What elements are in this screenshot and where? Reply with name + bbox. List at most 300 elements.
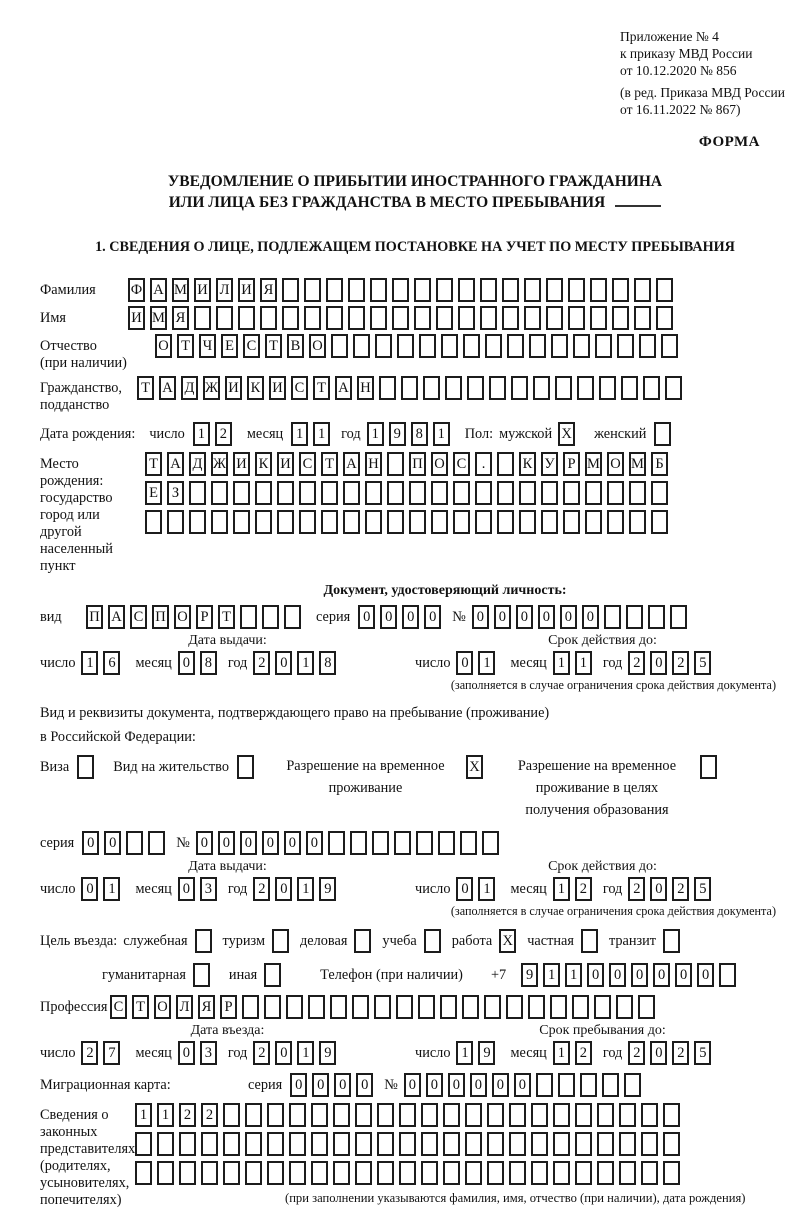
char-cell[interactable]: 3 — [200, 1041, 217, 1065]
char-cell[interactable] — [509, 1103, 526, 1127]
char-cell[interactable] — [648, 605, 665, 629]
char-cell[interactable] — [126, 831, 143, 855]
char-cell[interactable]: 9 — [319, 1041, 336, 1065]
char-cell[interactable]: 2 — [575, 877, 592, 901]
char-cell[interactable] — [392, 306, 409, 330]
char-cell[interactable] — [575, 1132, 592, 1156]
char-cell[interactable] — [223, 1161, 240, 1185]
char-cell[interactable] — [507, 334, 524, 358]
char-cell[interactable]: 5 — [694, 877, 711, 901]
char-cell[interactable] — [595, 334, 612, 358]
char-cell[interactable] — [321, 481, 338, 505]
residence-expiry-month-cells[interactable] — [553, 877, 597, 901]
char-cell[interactable]: С — [291, 376, 308, 400]
char-cell[interactable]: 8 — [319, 651, 336, 675]
char-cell[interactable] — [594, 995, 611, 1019]
char-cell[interactable] — [255, 481, 272, 505]
char-cell[interactable] — [311, 1161, 328, 1185]
char-cell[interactable]: 0 — [538, 605, 555, 629]
char-cell[interactable]: М — [172, 278, 189, 302]
char-cell[interactable] — [438, 831, 455, 855]
char-cell[interactable] — [656, 278, 673, 302]
char-cell[interactable] — [424, 929, 441, 953]
char-cell[interactable] — [289, 1132, 306, 1156]
char-cell[interactable] — [377, 1132, 394, 1156]
char-cell[interactable]: 8 — [411, 422, 428, 446]
char-cell[interactable]: 0 — [631, 963, 648, 987]
char-cell[interactable]: 8 — [200, 651, 217, 675]
char-cell[interactable]: О — [155, 334, 172, 358]
char-cell[interactable] — [409, 481, 426, 505]
char-cell[interactable] — [663, 929, 680, 953]
char-cell[interactable]: 2 — [628, 651, 645, 675]
char-cell[interactable] — [352, 995, 369, 1019]
char-cell[interactable] — [651, 481, 668, 505]
char-cell[interactable]: 2 — [628, 1041, 645, 1065]
char-cell[interactable]: 1 — [575, 651, 592, 675]
representatives-cells-row3[interactable] — [135, 1161, 745, 1185]
char-cell[interactable]: 1 — [297, 877, 314, 901]
char-cell[interactable]: О — [309, 334, 326, 358]
expiry-month-cells[interactable] — [553, 651, 597, 675]
char-cell[interactable] — [651, 510, 668, 534]
birth-year-cells[interactable] — [367, 422, 455, 446]
char-cell[interactable]: А — [150, 278, 167, 302]
char-cell[interactable]: 2 — [201, 1103, 218, 1127]
char-cell[interactable]: 1 — [565, 963, 582, 987]
char-cell[interactable]: И — [225, 376, 242, 400]
char-cell[interactable] — [242, 995, 259, 1019]
char-cell[interactable] — [401, 376, 418, 400]
char-cell[interactable]: 0 — [356, 1073, 373, 1097]
char-cell[interactable]: И — [194, 278, 211, 302]
char-cell[interactable] — [462, 995, 479, 1019]
char-cell[interactable]: О — [174, 605, 191, 629]
char-cell[interactable] — [487, 1103, 504, 1127]
char-cell[interactable] — [558, 1073, 575, 1097]
char-cell[interactable] — [350, 831, 367, 855]
char-cell[interactable] — [568, 306, 585, 330]
char-cell[interactable] — [201, 1161, 218, 1185]
char-cell[interactable]: 0 — [358, 605, 375, 629]
char-cell[interactable] — [189, 481, 206, 505]
char-cell[interactable] — [431, 481, 448, 505]
char-cell[interactable]: 9 — [319, 877, 336, 901]
char-cell[interactable] — [641, 1132, 658, 1156]
char-cell[interactable] — [355, 1161, 372, 1185]
char-cell[interactable] — [237, 755, 254, 779]
char-cell[interactable] — [509, 1161, 526, 1185]
char-cell[interactable] — [572, 995, 589, 1019]
char-cell[interactable] — [555, 376, 572, 400]
char-cell[interactable] — [661, 334, 678, 358]
char-cell[interactable]: 1 — [103, 877, 120, 901]
char-cell[interactable] — [599, 376, 616, 400]
char-cell[interactable] — [354, 929, 371, 953]
char-cell[interactable] — [529, 334, 546, 358]
char-cell[interactable]: 0 — [240, 831, 257, 855]
char-cell[interactable]: Т — [132, 995, 149, 1019]
char-cell[interactable] — [475, 510, 492, 534]
char-cell[interactable]: 2 — [215, 422, 232, 446]
char-cell[interactable] — [375, 334, 392, 358]
char-cell[interactable] — [482, 831, 499, 855]
representatives-cells-row1[interactable] — [135, 1103, 745, 1127]
char-cell[interactable]: 2 — [253, 1041, 270, 1065]
char-cell[interactable] — [502, 306, 519, 330]
char-cell[interactable] — [536, 1073, 553, 1097]
char-cell[interactable]: 1 — [193, 422, 210, 446]
entry-month-cells[interactable] — [178, 1041, 222, 1065]
char-cell[interactable]: 7 — [103, 1041, 120, 1065]
char-cell[interactable]: 0 — [426, 1073, 443, 1097]
residence-issue-month-cells[interactable] — [178, 877, 222, 901]
char-cell[interactable] — [553, 1103, 570, 1127]
residence-number-cells[interactable] — [196, 831, 504, 855]
char-cell[interactable] — [502, 278, 519, 302]
char-cell[interactable] — [546, 306, 563, 330]
char-cell[interactable] — [551, 334, 568, 358]
char-cell[interactable] — [597, 1132, 614, 1156]
char-cell[interactable] — [453, 481, 470, 505]
purpose-official-checkbox[interactable] — [195, 929, 217, 953]
char-cell[interactable] — [135, 1132, 152, 1156]
birth-month-cells[interactable] — [291, 422, 335, 446]
char-cell[interactable] — [201, 1132, 218, 1156]
char-cell[interactable] — [157, 1132, 174, 1156]
char-cell[interactable] — [333, 1161, 350, 1185]
char-cell[interactable]: 0 — [262, 831, 279, 855]
char-cell[interactable] — [282, 278, 299, 302]
char-cell[interactable] — [440, 995, 457, 1019]
char-cell[interactable] — [458, 306, 475, 330]
char-cell[interactable]: 0 — [514, 1073, 531, 1097]
temp-residence-checkbox[interactable] — [466, 755, 488, 779]
char-cell[interactable] — [365, 510, 382, 534]
char-cell[interactable]: X — [499, 929, 516, 953]
char-cell[interactable] — [621, 376, 638, 400]
char-cell[interactable] — [511, 376, 528, 400]
char-cell[interactable] — [355, 1132, 372, 1156]
char-cell[interactable]: О — [431, 452, 448, 476]
char-cell[interactable]: Р — [220, 995, 237, 1019]
char-cell[interactable] — [372, 831, 389, 855]
char-cell[interactable] — [581, 929, 598, 953]
char-cell[interactable]: 0 — [456, 651, 473, 675]
issue-year-cells[interactable] — [253, 651, 341, 675]
char-cell[interactable] — [453, 510, 470, 534]
char-cell[interactable] — [387, 510, 404, 534]
char-cell[interactable]: 0 — [492, 1073, 509, 1097]
char-cell[interactable] — [654, 422, 671, 446]
char-cell[interactable] — [568, 278, 585, 302]
char-cell[interactable] — [308, 995, 325, 1019]
char-cell[interactable] — [665, 376, 682, 400]
char-cell[interactable] — [480, 306, 497, 330]
char-cell[interactable]: И — [238, 278, 255, 302]
char-cell[interactable]: 1 — [81, 651, 98, 675]
char-cell[interactable] — [607, 510, 624, 534]
doc-number-cells[interactable] — [472, 605, 692, 629]
purpose-study-checkbox[interactable] — [424, 929, 446, 953]
char-cell[interactable]: 0 — [587, 963, 604, 987]
char-cell[interactable] — [641, 1161, 658, 1185]
char-cell[interactable]: 9 — [478, 1041, 495, 1065]
issue-month-cells[interactable] — [178, 651, 222, 675]
char-cell[interactable]: 5 — [694, 651, 711, 675]
char-cell[interactable]: 1 — [456, 1041, 473, 1065]
char-cell[interactable] — [458, 278, 475, 302]
char-cell[interactable]: 1 — [313, 422, 330, 446]
char-cell[interactable] — [436, 278, 453, 302]
char-cell[interactable] — [416, 831, 433, 855]
char-cell[interactable] — [157, 1161, 174, 1185]
char-cell[interactable] — [528, 995, 545, 1019]
char-cell[interactable] — [443, 1103, 460, 1127]
residence-permit-checkbox[interactable] — [237, 755, 259, 779]
char-cell[interactable]: 1 — [157, 1103, 174, 1127]
char-cell[interactable]: С — [299, 452, 316, 476]
stay-year-cells[interactable] — [628, 1041, 716, 1065]
char-cell[interactable] — [414, 278, 431, 302]
char-cell[interactable]: 1 — [553, 877, 570, 901]
char-cell[interactable]: 1 — [478, 651, 495, 675]
char-cell[interactable]: Е — [145, 481, 162, 505]
char-cell[interactable] — [617, 334, 634, 358]
char-cell[interactable] — [421, 1161, 438, 1185]
char-cell[interactable] — [365, 481, 382, 505]
temp-residence-edu-checkbox[interactable] — [700, 755, 722, 779]
char-cell[interactable]: М — [150, 306, 167, 330]
citizenship-cells[interactable] — [137, 376, 687, 400]
migration-series-cells[interactable] — [290, 1073, 378, 1097]
char-cell[interactable] — [519, 481, 536, 505]
char-cell[interactable] — [550, 995, 567, 1019]
purpose-transit-checkbox[interactable] — [663, 929, 685, 953]
char-cell[interactable] — [289, 1103, 306, 1127]
char-cell[interactable]: Я — [198, 995, 215, 1019]
char-cell[interactable] — [465, 1161, 482, 1185]
char-cell[interactable]: 0 — [218, 831, 235, 855]
char-cell[interactable] — [487, 1132, 504, 1156]
char-cell[interactable]: К — [519, 452, 536, 476]
char-cell[interactable]: В — [287, 334, 304, 358]
char-cell[interactable]: Л — [176, 995, 193, 1019]
char-cell[interactable] — [553, 1132, 570, 1156]
char-cell[interactable] — [328, 831, 345, 855]
char-cell[interactable]: А — [167, 452, 184, 476]
char-cell[interactable] — [641, 1103, 658, 1127]
char-cell[interactable] — [506, 995, 523, 1019]
char-cell[interactable]: А — [343, 452, 360, 476]
char-cell[interactable] — [460, 831, 477, 855]
char-cell[interactable]: 0 — [402, 605, 419, 629]
char-cell[interactable]: Ж — [211, 452, 228, 476]
char-cell[interactable]: 0 — [697, 963, 714, 987]
char-cell[interactable] — [656, 306, 673, 330]
char-cell[interactable] — [585, 481, 602, 505]
char-cell[interactable] — [399, 1161, 416, 1185]
char-cell[interactable]: М — [585, 452, 602, 476]
char-cell[interactable] — [487, 1161, 504, 1185]
char-cell[interactable] — [465, 1103, 482, 1127]
char-cell[interactable] — [436, 306, 453, 330]
char-cell[interactable] — [619, 1132, 636, 1156]
char-cell[interactable] — [629, 510, 646, 534]
char-cell[interactable]: К — [247, 376, 264, 400]
char-cell[interactable] — [374, 995, 391, 1019]
male-checkbox[interactable] — [558, 422, 580, 446]
char-cell[interactable] — [607, 481, 624, 505]
char-cell[interactable] — [531, 1103, 548, 1127]
char-cell[interactable]: Т — [313, 376, 330, 400]
purpose-tourism-checkbox[interactable] — [272, 929, 294, 953]
char-cell[interactable]: М — [629, 452, 646, 476]
char-cell[interactable] — [612, 278, 629, 302]
purpose-humanitarian-checkbox[interactable] — [193, 963, 215, 987]
char-cell[interactable] — [333, 1132, 350, 1156]
char-cell[interactable]: У — [541, 452, 558, 476]
char-cell[interactable] — [262, 605, 279, 629]
char-cell[interactable] — [639, 334, 656, 358]
char-cell[interactable]: Я — [172, 306, 189, 330]
char-cell[interactable] — [148, 831, 165, 855]
char-cell[interactable] — [233, 510, 250, 534]
char-cell[interactable]: 1 — [433, 422, 450, 446]
char-cell[interactable] — [245, 1132, 262, 1156]
char-cell[interactable] — [629, 481, 646, 505]
purpose-other-checkbox[interactable] — [264, 963, 286, 987]
char-cell[interactable] — [423, 376, 440, 400]
visa-checkbox[interactable] — [77, 755, 99, 779]
char-cell[interactable] — [267, 1132, 284, 1156]
char-cell[interactable] — [333, 1103, 350, 1127]
char-cell[interactable]: Н — [365, 452, 382, 476]
char-cell[interactable] — [431, 510, 448, 534]
char-cell[interactable] — [612, 306, 629, 330]
char-cell[interactable] — [179, 1161, 196, 1185]
char-cell[interactable] — [267, 1161, 284, 1185]
char-cell[interactable] — [497, 510, 514, 534]
char-cell[interactable]: 5 — [694, 1041, 711, 1065]
char-cell[interactable] — [443, 1132, 460, 1156]
char-cell[interactable]: О — [607, 452, 624, 476]
char-cell[interactable] — [331, 334, 348, 358]
char-cell[interactable]: А — [108, 605, 125, 629]
purpose-work-checkbox[interactable] — [499, 929, 521, 953]
char-cell[interactable]: П — [86, 605, 103, 629]
char-cell[interactable] — [348, 306, 365, 330]
char-cell[interactable] — [626, 605, 643, 629]
surname-cells[interactable] — [128, 278, 678, 302]
char-cell[interactable] — [370, 306, 387, 330]
entry-day-cells[interactable] — [81, 1041, 125, 1065]
birthplace-cells-row3[interactable] — [145, 510, 673, 534]
char-cell[interactable]: 0 — [178, 651, 195, 675]
char-cell[interactable]: К — [255, 452, 272, 476]
char-cell[interactable] — [524, 306, 541, 330]
char-cell[interactable]: 0 — [284, 831, 301, 855]
char-cell[interactable] — [441, 334, 458, 358]
char-cell[interactable]: 2 — [253, 877, 270, 901]
char-cell[interactable]: 0 — [609, 963, 626, 987]
char-cell[interactable] — [189, 510, 206, 534]
char-cell[interactable]: 0 — [650, 877, 667, 901]
char-cell[interactable]: Т — [218, 605, 235, 629]
char-cell[interactable] — [575, 1161, 592, 1185]
migration-number-cells[interactable] — [404, 1073, 646, 1097]
char-cell[interactable]: А — [159, 376, 176, 400]
char-cell[interactable]: С — [453, 452, 470, 476]
char-cell[interactable] — [399, 1103, 416, 1127]
birthplace-cells-row1[interactable] — [145, 452, 673, 476]
char-cell[interactable]: П — [409, 452, 426, 476]
representatives-cells-row2[interactable] — [135, 1132, 745, 1156]
char-cell[interactable]: Р — [563, 452, 580, 476]
char-cell[interactable] — [553, 1161, 570, 1185]
char-cell[interactable]: Т — [137, 376, 154, 400]
char-cell[interactable]: 0 — [275, 651, 292, 675]
char-cell[interactable]: 0 — [675, 963, 692, 987]
char-cell[interactable]: X — [558, 422, 575, 446]
char-cell[interactable] — [443, 1161, 460, 1185]
char-cell[interactable]: С — [130, 605, 147, 629]
char-cell[interactable] — [321, 510, 338, 534]
char-cell[interactable] — [379, 376, 396, 400]
char-cell[interactable] — [509, 1132, 526, 1156]
char-cell[interactable] — [233, 481, 250, 505]
purpose-business-checkbox[interactable] — [354, 929, 376, 953]
char-cell[interactable]: И — [277, 452, 294, 476]
char-cell[interactable]: 2 — [253, 651, 270, 675]
char-cell[interactable] — [223, 1132, 240, 1156]
char-cell[interactable] — [638, 995, 655, 1019]
char-cell[interactable]: Р — [196, 605, 213, 629]
char-cell[interactable]: 0 — [196, 831, 213, 855]
female-checkbox[interactable] — [654, 422, 676, 446]
char-cell[interactable] — [396, 995, 413, 1019]
char-cell[interactable] — [377, 1161, 394, 1185]
char-cell[interactable] — [597, 1161, 614, 1185]
char-cell[interactable] — [418, 995, 435, 1019]
char-cell[interactable] — [245, 1103, 262, 1127]
char-cell[interactable] — [304, 278, 321, 302]
char-cell[interactable]: 0 — [424, 605, 441, 629]
char-cell[interactable] — [602, 1073, 619, 1097]
doc-series-cells[interactable] — [358, 605, 446, 629]
char-cell[interactable] — [524, 278, 541, 302]
char-cell[interactable]: Д — [189, 452, 206, 476]
char-cell[interactable]: X — [466, 755, 483, 779]
char-cell[interactable] — [563, 481, 580, 505]
char-cell[interactable]: 2 — [81, 1041, 98, 1065]
char-cell[interactable]: 1 — [297, 651, 314, 675]
char-cell[interactable] — [541, 481, 558, 505]
birthplace-cells-row2[interactable] — [145, 481, 673, 505]
char-cell[interactable] — [663, 1132, 680, 1156]
char-cell[interactable] — [577, 376, 594, 400]
char-cell[interactable] — [289, 1161, 306, 1185]
char-cell[interactable]: 2 — [672, 877, 689, 901]
char-cell[interactable] — [377, 1103, 394, 1127]
residence-issue-day-cells[interactable] — [81, 877, 125, 901]
char-cell[interactable]: 0 — [456, 877, 473, 901]
char-cell[interactable] — [264, 995, 281, 1019]
char-cell[interactable] — [634, 306, 651, 330]
char-cell[interactable] — [580, 1073, 597, 1097]
issue-day-cells[interactable] — [81, 651, 125, 675]
char-cell[interactable] — [311, 1103, 328, 1127]
